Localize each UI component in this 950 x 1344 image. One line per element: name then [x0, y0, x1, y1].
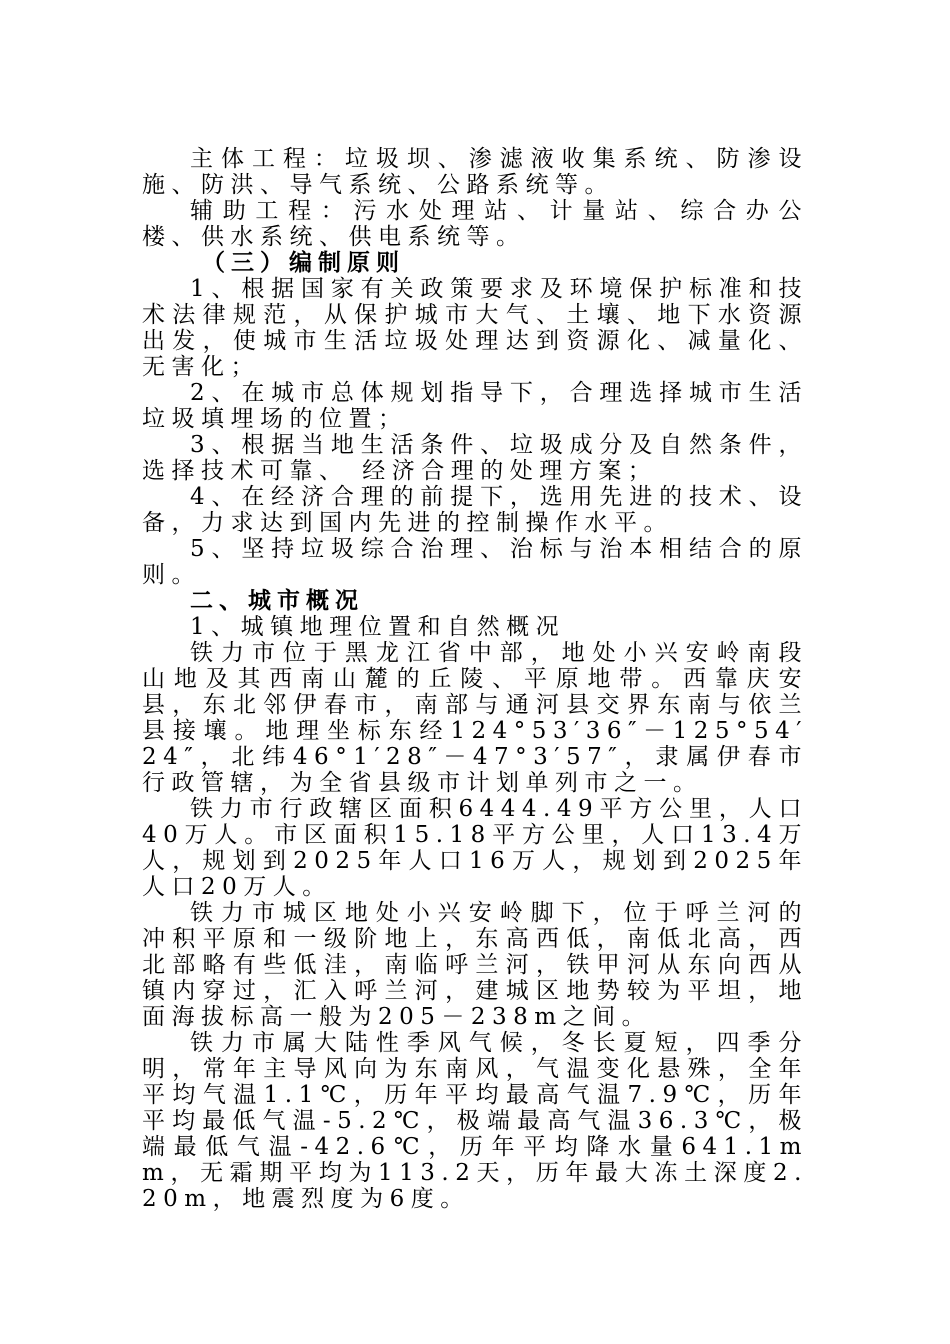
paragraph-principle-4: 4、在经济合理的前提下，选用先进的技术、设备，力求达到国内先进的控制操作水平。: [142, 484, 808, 536]
paragraph-principle-1: 1、根据国家有关政策要求及环境保护标准和技术法律规范，从保护城市大气、土壤、地下水资源出发，使城市生活垃圾处理达到资源化、减量化、无害化；: [142, 276, 808, 380]
paragraph-location: 铁力市位于黑龙江省中部，地处小兴安岭南段山地及其西南山麓的丘陵、平原地带。西靠庆安县，东北邻伊春市，南部与通河县交界东南与依兰县接壤。地理坐标东经124°53′36″－125°54′24″，北纬46°1′28″－47°3′57″，隶属伊春市行政管辖，为全省县级市计划单列市之一。: [142, 640, 808, 796]
paragraph-principle-5: 5、坚持垃圾综合治理、治标与治本相结合的原则。: [142, 536, 808, 588]
section-heading-city-overview: 二、城市概况: [190, 588, 364, 614]
paragraph-auxiliary-works: 辅助工程：污水处理站、计量站、综合办公楼、供水系统、供电系统等。: [142, 198, 808, 250]
document-page: [142, 146, 808, 1212]
paragraph-climate: 铁力市属大陆性季风气候，冬长夏短，四季分明，常年主导风向为东南风，气温变化悬殊，全年平均气温1.1℃，历年平均最高气温7.9℃，历年平均最低气温-5.2℃，极端最高气温36.3℃，极端最低气温-42.6℃，历年平均降水量641.1mm，无霜期平均为113.2天，历年最大冻土深度2.20m，地震烈度为6度。: [142, 1030, 808, 1212]
paragraph-principle-3: 3、根据当地生活条件、垃圾成分及自然条件，选择技术可靠、 经济合理的处理方案；: [142, 432, 808, 484]
paragraph-area-population: 铁力市行政辖区面积6444.49平方公里，人口40万人。市区面积15.18平方公里，人口13.4万人，规划到2025年人口16万人，规划到2025年人口20万人。: [142, 796, 808, 900]
section-heading-principles: （三）编制原则: [202, 250, 405, 276]
paragraph-main-works: 主体工程：垃圾坝、渗滤液收集系统、防渗设施、防洪、导气系统、公路系统等。: [142, 146, 808, 198]
paragraph-location-title: 1、城镇地理位置和自然概况: [190, 614, 566, 640]
paragraph-terrain: 铁力市城区地处小兴安岭脚下，位于呼兰河的冲积平原和一级阶地上，东高西低，南低北高，西北部略有些低洼，南临呼兰河，铁甲河从东向西从镇内穿过，汇入呼兰河，建城区地势较为平坦，地面海拔标高一般为205－238m之间。: [142, 900, 808, 1030]
paragraph-principle-2: 2、在城市总体规划指导下，合理选择城市生活垃圾填埋场的位置；: [142, 380, 808, 432]
